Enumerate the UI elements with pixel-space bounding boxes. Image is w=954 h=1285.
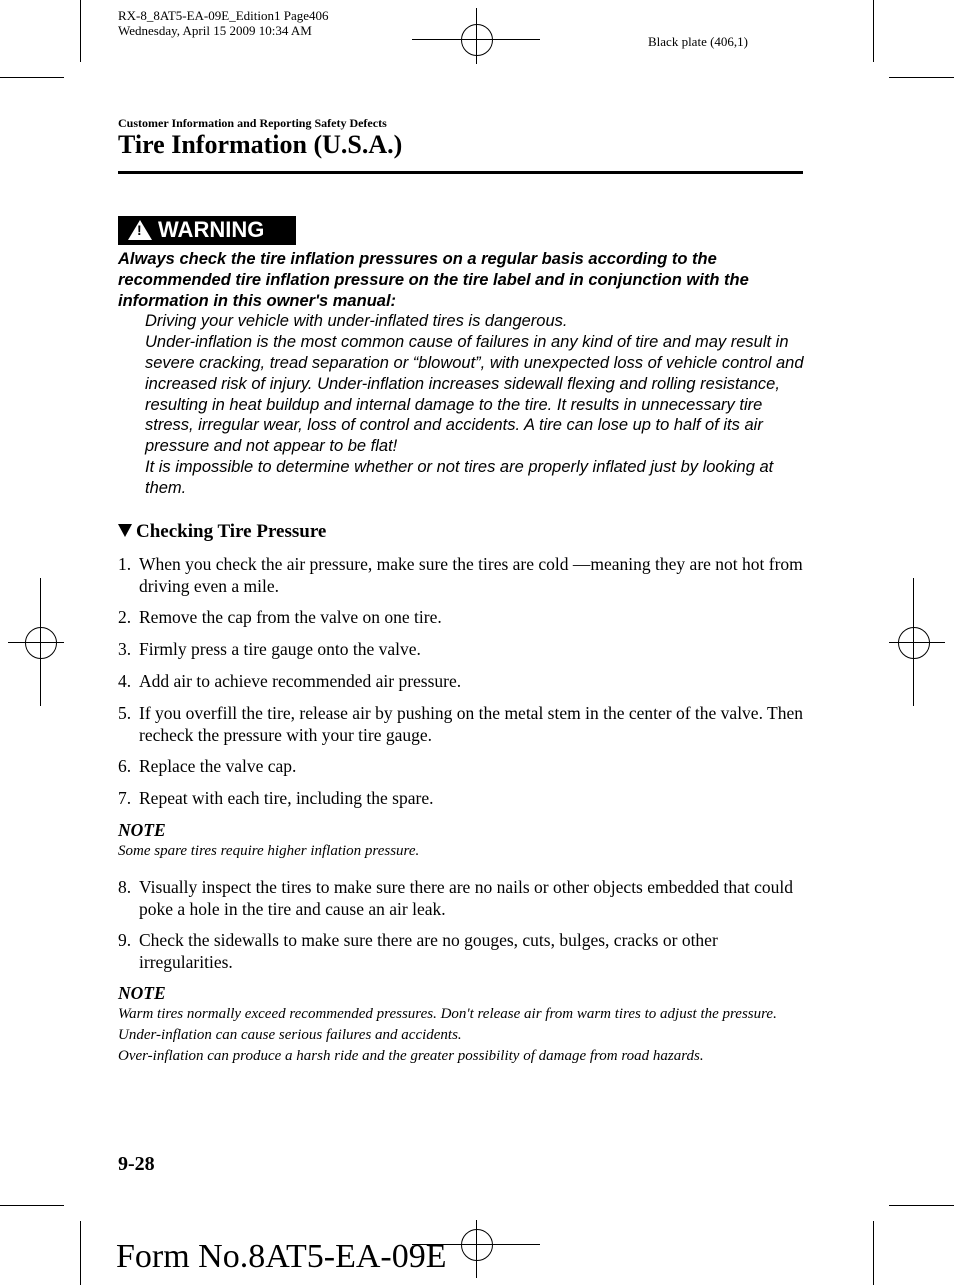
triangle-down-icon bbox=[118, 524, 132, 537]
page-number: 9-28 bbox=[118, 1153, 155, 1175]
warning-paragraph-3: It is impossible to determine whether or not tires are properly inflated just by looking at them. bbox=[145, 457, 774, 497]
warning-paragraph-1: Driving your vehicle with under-inflated tires is dangerous. bbox=[145, 312, 568, 331]
note-text: Some spare tires require higher inflation pressure. bbox=[118, 843, 420, 859]
step-number: 6. bbox=[118, 756, 132, 776]
step-text: Check the sidewalls to make sure there are no gouges, cuts, bulges, cracks or other irregularities. bbox=[139, 930, 718, 972]
page-title: Tire Information (U.S.A.) bbox=[118, 130, 403, 159]
step-text: Remove the cap from the valve on one tire. bbox=[139, 607, 442, 627]
note-body bbox=[118, 1004, 808, 1067]
step-number: 7. bbox=[118, 788, 132, 808]
title-rule bbox=[118, 171, 803, 174]
note-line: Under-inflation can cause serious failures and accidents. bbox=[118, 1027, 462, 1043]
list-item bbox=[118, 877, 803, 920]
subheading bbox=[118, 521, 326, 543]
list-item bbox=[118, 607, 803, 629]
list-item bbox=[118, 671, 803, 693]
print-header bbox=[118, 8, 329, 38]
warning-badge bbox=[118, 216, 296, 245]
note-line: Over-inflation can produce a harsh ride and the greater possibility of damage from road hazards. bbox=[118, 1048, 704, 1064]
step-number: 3. bbox=[118, 639, 132, 659]
step-number: 5. bbox=[118, 703, 132, 723]
note-heading: NOTE bbox=[118, 820, 166, 840]
step-text: If you overfill the tire, release air by pushing on the metal stem in the center of the valve. Then recheck the pressure with your tire gauge. bbox=[139, 703, 803, 745]
step-number: 4. bbox=[118, 671, 132, 691]
step-number: 1. bbox=[118, 554, 132, 574]
list-item bbox=[118, 756, 803, 778]
warning-lead: Always check the tire inflation pressures on a regular basis according to the recommended tire inflation pressure on the tire label and in conjunction with the information in this owner's manual: bbox=[118, 250, 749, 310]
doc-id: RX-8_8AT5-EA-09E_Edition1 Page406 bbox=[118, 8, 329, 23]
step-number: 2. bbox=[118, 607, 132, 627]
list-item bbox=[118, 639, 803, 661]
step-text: Repeat with each tire, including the spare. bbox=[139, 788, 434, 808]
warning-label: WARNING bbox=[158, 217, 265, 242]
list-item bbox=[118, 930, 803, 973]
warning-body bbox=[118, 249, 808, 499]
step-text: Add air to achieve recommended air pressure. bbox=[139, 671, 462, 691]
exclamation-icon: ! bbox=[137, 222, 142, 238]
list-item bbox=[118, 554, 803, 597]
step-text: Visually inspect the tires to make sure there are no nails or other objects embedded that could poke a hole in the tire and cause an air leak. bbox=[139, 877, 794, 919]
step-text: When you check the air pressure, make sure the tires are cold —meaning they are not hot from driving even a mile. bbox=[139, 554, 803, 596]
step-number: 9. bbox=[118, 930, 132, 950]
subheading-text: Checking Tire Pressure bbox=[136, 521, 327, 542]
step-text: Firmly press a tire gauge onto the valve. bbox=[139, 639, 421, 659]
plate-label: Black plate (406,1) bbox=[648, 34, 748, 49]
print-timestamp: Wednesday, April 15 2009 10:34 AM bbox=[118, 23, 312, 38]
warning-paragraph-2: Under-inflation is the most common cause of failures in any kind of tire and may result in severe cracking, tread separation or “blowout”, with unexpected loss of vehicle control and increased risk of injury. Under-inflation increases sidewall flexing and rolling resistance, resulting in heat buildup and internal damage to the tire. It results in unnecessary tire stress, irregular wear, loss of control and accidents. A tire can lose up to half of its air pressure and not appear to be flat! bbox=[145, 333, 804, 456]
step-text: Replace the valve cap. bbox=[139, 756, 297, 776]
step-number: 8. bbox=[118, 877, 132, 897]
note-heading: NOTE bbox=[118, 983, 166, 1003]
form-number: Form No.8AT5-EA-09E bbox=[116, 1238, 447, 1275]
list-item bbox=[118, 788, 803, 810]
note-line: Warm tires normally exceed recommended pressures. Don't release air from warm tires to adjust the pressure. bbox=[118, 1006, 777, 1022]
section-title: Customer Information and Reporting Safety Defects bbox=[118, 116, 387, 130]
list-item bbox=[118, 703, 803, 746]
